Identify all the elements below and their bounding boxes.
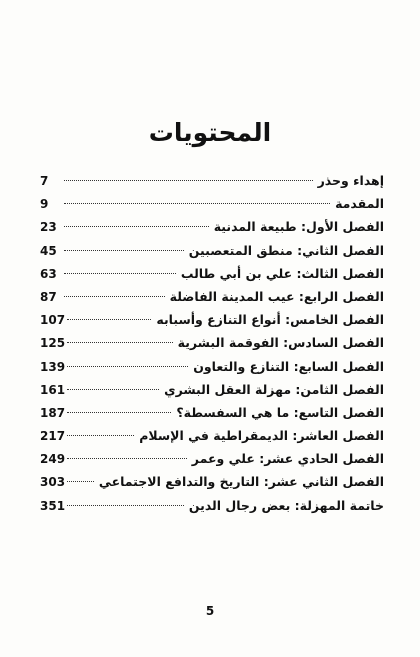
toc-entry-label: خاتمة المهزلة: بعض رجال الدين [188, 497, 384, 513]
toc-entry-page: 125 [40, 336, 66, 351]
toc-entry-page: 139 [40, 359, 66, 374]
toc-entry-page: 87 [40, 289, 57, 304]
dot-leader [67, 342, 173, 343]
toc-entry [40, 331, 384, 354]
toc-entry-label: الفصل الأول: طبيعة المدنية [213, 219, 384, 235]
dot-leader [67, 319, 151, 320]
dot-leader [67, 412, 171, 413]
toc-entry [40, 192, 384, 215]
toc-entry-page: 107 [40, 313, 66, 328]
dot-leader [67, 481, 94, 482]
toc-entry-page: 45 [40, 243, 57, 258]
toc-entry-label: الفصل الرابع: عيب المدينة الفاضلة [169, 288, 384, 304]
toc-entry-label: الفصل الثاني عشر: التاريخ والتدافع الاجتماعي [98, 474, 384, 490]
toc-entry-page: 303 [40, 475, 66, 490]
dot-leader [64, 180, 313, 181]
toc-entry-page: 351 [40, 498, 66, 513]
toc-entry [40, 355, 384, 378]
dot-leader [67, 505, 184, 506]
toc-entry [40, 215, 384, 238]
toc-entry [40, 285, 384, 308]
toc-entry-label: الفصل الخامس: أنواع التنازع وأسبابه [156, 312, 384, 328]
dot-leader [64, 203, 330, 204]
dot-leader [67, 366, 188, 367]
toc-entry-page: 23 [40, 220, 57, 235]
toc-entry-page: 7 [40, 174, 49, 188]
dot-leader [64, 273, 176, 274]
toc-entry-label: الفصل السادس: الفوقمة البشرية [177, 335, 384, 351]
toc-entry-page: 63 [40, 266, 57, 281]
page-number: 5 [205, 604, 215, 618]
dot-leader [67, 389, 159, 390]
table-of-contents [40, 169, 384, 517]
dot-leader [64, 226, 209, 227]
toc-entry [40, 239, 384, 262]
toc-entry [40, 262, 384, 285]
page-title: المحتويات [148, 118, 272, 147]
toc-entry-page: 9 [40, 197, 49, 212]
toc-entry-label: الفصل السابع: التنازع والتعاون [193, 358, 384, 374]
dot-leader [67, 458, 187, 459]
toc-entry-label: الفصل الثامن: مهزلة العقل البشري [164, 381, 384, 397]
toc-entry-label: الفصل التاسع: ما هي السفسطة؟ [176, 404, 384, 420]
toc-entry-label: المقدمة [335, 196, 384, 212]
toc-entry [40, 378, 384, 401]
toc-entry [40, 447, 384, 470]
toc-entry [40, 401, 384, 424]
toc-entry-label: الفصل الثالث: علي بن أبي طالب [180, 265, 384, 281]
toc-entry [40, 494, 384, 517]
toc-entry-page: 187 [40, 405, 66, 420]
toc-entry-label: إهداء وحذر [317, 173, 384, 188]
toc-entry-page: 217 [40, 429, 66, 444]
dot-leader [64, 250, 184, 251]
toc-entry-page: 249 [40, 452, 66, 467]
toc-entry [40, 424, 384, 447]
dot-leader [64, 296, 165, 297]
toc-entry [40, 470, 384, 493]
dot-leader [67, 435, 134, 436]
toc-entry-label: الفصل الثاني: منطق المتعصبين [188, 242, 384, 258]
toc-entry [40, 169, 384, 192]
toc-entry-label: الفصل الحادي عشر: علي وعمر [191, 451, 384, 467]
toc-entry-page: 161 [40, 382, 66, 397]
toc-entry [40, 308, 384, 331]
toc-entry-label: الفصل العاشر: الديمقراطية في الإسلام [139, 428, 384, 444]
